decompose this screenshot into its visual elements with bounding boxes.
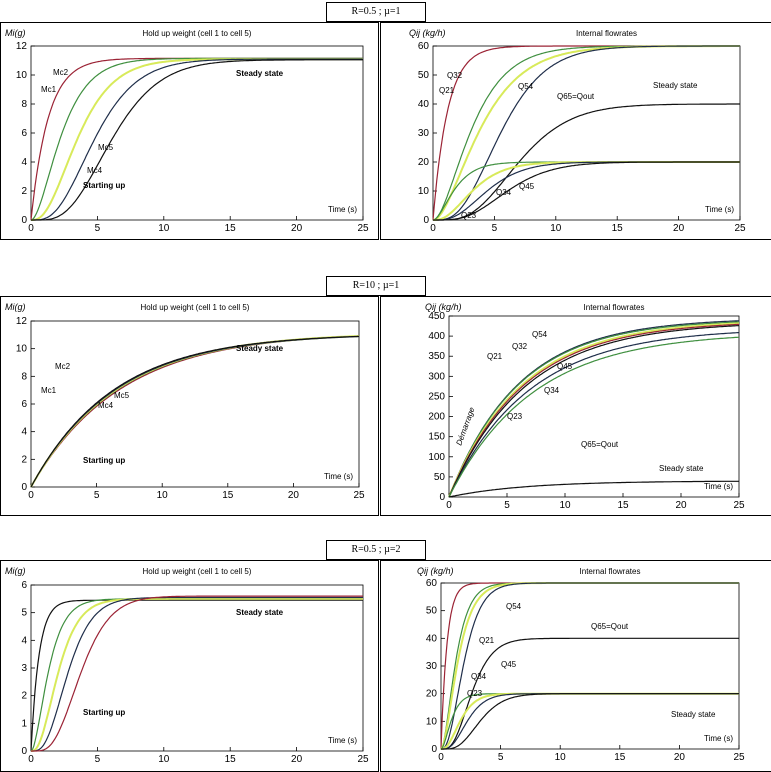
annotation-1: Starting up	[83, 181, 126, 190]
curve-label-1: Q21	[439, 86, 455, 95]
y-tick-label: 200	[428, 411, 445, 423]
plot-frame	[441, 583, 739, 749]
chart-hold-up-weight-3	[1, 561, 378, 771]
x-tick-label: 20	[291, 223, 303, 234]
x-tick-label: 20	[673, 223, 685, 234]
x-tick-label: 10	[156, 490, 168, 501]
plot-frame	[31, 585, 363, 751]
x-tick-label: 10	[559, 500, 571, 511]
y-tick-label: 100	[428, 451, 445, 463]
y-axis-label: Mi(g)	[5, 302, 26, 312]
y-tick-label: 250	[428, 391, 445, 403]
curve-label-2: Q65=Qout	[591, 622, 629, 631]
y-tick-label: 40	[417, 99, 429, 110]
curve-label-0: Mc1	[41, 85, 57, 94]
y-tick-label: 400	[428, 331, 445, 343]
x-tick-label: 0	[28, 754, 34, 765]
curve-label-3: Q65=Qout	[557, 92, 595, 101]
y-axis-label: Qij (kg/h)	[417, 566, 454, 576]
y-tick-label: 12	[15, 41, 27, 52]
y-tick-label: 60	[417, 41, 429, 52]
x-tick-label: 15	[224, 223, 236, 234]
y-tick-label: 0	[21, 215, 27, 226]
y-tick-label: 50	[417, 70, 429, 81]
chart-hold-up-weight-1	[1, 23, 378, 239]
y-axis-label: Mi(g)	[5, 28, 26, 38]
chart-internal-flowrates-3	[381, 561, 771, 771]
y-tick-label: 50	[425, 605, 437, 617]
chart-internal-flowrates-1	[381, 23, 771, 239]
x-axis-label: Time (s)	[327, 205, 357, 214]
y-tick-label: 2	[21, 690, 27, 702]
curve-label-2: Mc5	[98, 143, 114, 152]
annotation-1: Starting up	[83, 708, 126, 717]
chart-title: Internal flowrates	[576, 29, 637, 38]
y-tick-label: 30	[425, 661, 437, 672]
y-tick-label: 0	[439, 492, 445, 503]
y-tick-label: 450	[428, 311, 445, 322]
x-tick-label: 15	[614, 752, 626, 763]
panel-hold-up-weight-2	[0, 296, 379, 516]
x-tick-label: 5	[504, 500, 510, 511]
panel-hold-up-weight-3	[0, 560, 379, 772]
y-tick-label: 50	[433, 471, 445, 483]
y-tick-label: 60	[425, 578, 437, 589]
chart-title: Internal flowrates	[583, 303, 645, 312]
y-tick-label: 20	[425, 688, 437, 700]
y-tick-label: 40	[425, 633, 437, 645]
plot-frame	[31, 321, 359, 487]
chart-hold-up-weight-2	[1, 297, 378, 515]
y-axis-label: Qij (kg/h)	[425, 302, 462, 312]
x-tick-label: 5	[94, 223, 101, 234]
x-axis-label: Time (s)	[704, 205, 734, 214]
panel-hold-up-weight-1	[0, 22, 379, 240]
x-tick-label: 10	[158, 754, 170, 765]
y-tick-label: 10	[417, 186, 429, 197]
annotation-1: Starting up	[83, 456, 126, 465]
curve-label-1: Mc2	[53, 68, 69, 77]
curve-label-0: Q32	[447, 71, 463, 80]
x-tick-label: 10	[550, 223, 562, 234]
curve-label-4: Q45	[519, 182, 535, 191]
chart-title: Hold up weight (cell 1 to cell 5)	[142, 567, 252, 576]
x-tick-label: 20	[287, 490, 299, 501]
x-tick-label: 0	[446, 500, 452, 511]
annotation-1: Démarrage	[454, 406, 477, 447]
y-tick-label: 6	[21, 399, 27, 410]
chart-title: Hold up weight (cell 1 to cell 5)	[140, 303, 250, 312]
x-axis-label: Time (s)	[323, 472, 353, 481]
panel-internal-flowrates-3	[380, 560, 771, 772]
curve-label-3: Q45	[501, 660, 517, 669]
y-tick-label: 6	[21, 580, 27, 591]
y-tick-label: 8	[21, 99, 27, 110]
annotation-0: Steady state	[236, 344, 284, 353]
x-tick-label: 0	[28, 223, 34, 234]
x-tick-label: 25	[357, 754, 369, 765]
x-tick-label: 5	[93, 490, 100, 501]
y-tick-label: 4	[21, 635, 27, 647]
y-tick-label: 10	[15, 70, 27, 81]
curve-label-3: Mc4	[87, 166, 103, 175]
y-tick-label: 3	[21, 663, 27, 674]
y-tick-label: 0	[423, 215, 429, 226]
y-tick-label: 8	[21, 371, 27, 383]
y-tick-label: 1	[21, 718, 27, 730]
x-tick-label: 20	[673, 752, 685, 763]
x-tick-label: 15	[222, 490, 234, 501]
x-tick-label: 10	[554, 752, 566, 763]
curve-label-4: Q34	[471, 672, 487, 681]
curve-label-2: Q54	[518, 82, 534, 91]
y-tick-label: 2	[21, 454, 27, 466]
x-axis-label: Time (s)	[327, 736, 357, 745]
x-tick-label: 15	[224, 754, 236, 765]
x-axis-label: Time (s)	[703, 482, 733, 491]
x-tick-label: 5	[94, 754, 101, 765]
curve-label-4: Q34	[544, 386, 560, 395]
y-tick-label: 2	[21, 186, 27, 197]
x-tick-label: 0	[438, 752, 444, 763]
panel-internal-flowrates-2	[380, 296, 771, 516]
annotation-0: Steady state	[236, 69, 284, 78]
y-tick-label: 150	[428, 431, 445, 443]
curve-label-5: Q23	[507, 412, 523, 421]
x-axis-label: Time (s)	[703, 734, 733, 743]
chart-internal-flowrates-2	[381, 297, 771, 515]
curve-label-1: Q32	[512, 342, 528, 351]
curve-label-3: Q45	[557, 362, 573, 371]
x-tick-label: 25	[353, 490, 365, 501]
y-tick-label: 12	[15, 316, 27, 327]
curve-label-3: Mc5	[114, 391, 130, 400]
chart-title: Internal flowrates	[579, 567, 641, 576]
x-tick-label: 25	[733, 500, 745, 511]
caption-row-2: R=10 ; µ=1	[326, 276, 426, 296]
x-tick-label: 20	[291, 754, 303, 765]
curve-label-5: Q23	[467, 689, 483, 698]
caption-row-1: R=0.5 ; µ=1	[326, 2, 426, 22]
x-tick-label: 25	[734, 223, 746, 234]
y-tick-label: 10	[15, 343, 27, 355]
curve-label-6: Q65=Qout	[581, 440, 619, 449]
y-tick-label: 300	[428, 371, 445, 383]
annotation-0: Steady state	[653, 81, 698, 90]
curve-label-1: Q21	[479, 636, 495, 645]
y-tick-label: 20	[417, 157, 429, 168]
annotation-0: Steady state	[671, 710, 716, 719]
y-tick-label: 0	[21, 746, 27, 757]
curve-label-0: Mc2	[55, 362, 71, 371]
x-tick-label: 5	[491, 223, 498, 234]
y-tick-label: 350	[428, 351, 445, 363]
y-tick-label: 30	[417, 128, 429, 139]
y-tick-label: 6	[21, 128, 27, 139]
curve-label-1: Mc1	[41, 386, 57, 395]
x-tick-label: 0	[28, 490, 34, 501]
y-tick-label: 4	[21, 426, 27, 438]
x-tick-label: 20	[675, 500, 687, 511]
y-tick-label: 0	[431, 744, 437, 755]
x-tick-label: 10	[158, 223, 170, 234]
caption-row-3: R=0.5 ; µ=2	[326, 540, 426, 560]
x-tick-label: 5	[497, 752, 504, 763]
curve-label-0: Q54	[506, 602, 522, 611]
curve-label-0: Q54	[532, 330, 548, 339]
curve-label-2: Q21	[487, 352, 503, 361]
y-tick-label: 4	[21, 157, 27, 168]
curve-label-5: Q34	[496, 188, 512, 197]
curve-label-2: Mc4	[98, 401, 114, 410]
annotation-0: Steady state	[236, 608, 284, 617]
panel-internal-flowrates-1	[380, 22, 771, 240]
annotation-0: Steady state	[659, 464, 704, 473]
curve-label-6: Q23	[461, 211, 477, 220]
y-axis-label: Mi(g)	[5, 566, 26, 576]
x-tick-label: 15	[617, 500, 629, 511]
y-axis-label: Qij (kg/h)	[409, 28, 446, 38]
x-tick-label: 15	[611, 223, 623, 234]
x-tick-label: 25	[733, 752, 745, 763]
y-tick-label: 0	[21, 482, 27, 493]
y-tick-label: 10	[425, 716, 437, 728]
y-tick-label: 5	[21, 607, 27, 619]
chart-title: Hold up weight (cell 1 to cell 5)	[142, 29, 252, 38]
x-tick-label: 25	[357, 223, 369, 234]
x-tick-label: 0	[430, 223, 436, 234]
